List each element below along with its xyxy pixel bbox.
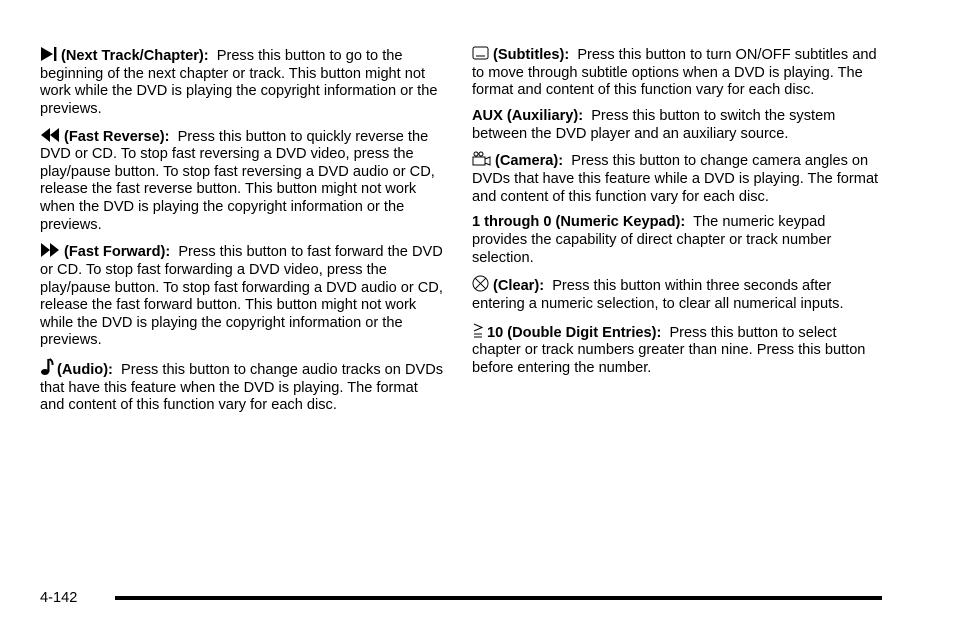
entry-term: (Camera): bbox=[495, 153, 564, 170]
entry-text: Press this button to fast forward the DVD or CD. To stop fast forwarding a DVD video, press the play/pause button. To stop fast forwarding a DVD audio or CD, release the fast forward button. This button might not work while the DVD is playing the copyright information or the previews. bbox=[40, 244, 443, 349]
entry-double-digit bbox=[472, 322, 882, 378]
entry-term: (Next Track/Chapter): bbox=[61, 48, 209, 64]
entry-camera bbox=[472, 151, 882, 206]
entry-text: Press this button to change audio tracks on DVDs that have this feature when the DVD is playing. The format and content of this function vary for each disc. bbox=[40, 362, 444, 414]
next-track-icon bbox=[40, 46, 58, 62]
entry-text: Press this button to go to the beginning of the next chapter or track. This button might not work while the DVD is playing the copyright information or the previews. bbox=[40, 48, 438, 117]
footer-rule bbox=[115, 596, 882, 600]
entry-audio bbox=[40, 358, 444, 415]
entry-term: (Subtitles): bbox=[493, 47, 570, 63]
entry-term: 10 (Double Digit Entries): bbox=[487, 324, 662, 341]
entry-term: (Fast Reverse): bbox=[64, 128, 170, 145]
clear-icon bbox=[472, 275, 490, 292]
left-column bbox=[40, 46, 444, 423]
camera-icon bbox=[472, 151, 492, 167]
entry-text: Press this button within three seconds after entering a numeric selection, to clear all numerical inputs. bbox=[472, 278, 844, 312]
entry-aux bbox=[472, 108, 882, 143]
entry-text: The numeric keypad provides the capability of direct chapter or track number selection. bbox=[472, 214, 832, 266]
entry-text: Press this button to change camera angles on DVDs that have this feature while a DVD is playing. The format and content of this function vary for each disc. bbox=[472, 153, 879, 205]
entry-fast-forward bbox=[40, 242, 444, 350]
entry-fast-reverse bbox=[40, 127, 444, 235]
entry-text: Press this button to switch the system between the DVD player and an auxiliary source. bbox=[472, 107, 836, 142]
entry-term: AUX (Auxiliary): bbox=[472, 107, 584, 124]
entry-term: (Audio): bbox=[57, 362, 113, 379]
entry-subtitles bbox=[472, 46, 882, 100]
entry-term: 1 through 0 (Numeric Keypad): bbox=[472, 214, 686, 231]
page-number: 4-142 bbox=[40, 590, 78, 606]
right-column bbox=[472, 46, 882, 386]
entry-text: Press this button to quickly reverse the DVD or CD. To stop fast reversing a DVD video, press the play/pause button. To stop fast reversing a DVD audio or CD, release the fast reverse button. This button might not work when the DVD is playing the copyright information or the previews. bbox=[40, 128, 435, 233]
entry-text: Press this button to turn ON/OFF subtitles and to move through subtitle options when a DVD is playing. The format and content of this function vary for each disc. bbox=[472, 47, 877, 99]
entry-text: Press this button to select chapter or track numbers greater than nine. Press this button before entering the number. bbox=[472, 324, 866, 376]
entry-term: (Fast Forward): bbox=[64, 244, 171, 261]
double-digit-icon bbox=[472, 322, 484, 339]
subtitles-icon bbox=[472, 46, 490, 61]
fast-reverse-icon bbox=[40, 127, 61, 143]
entry-clear bbox=[472, 275, 882, 313]
fast-forward-icon bbox=[40, 242, 61, 258]
entry-term: (Clear): bbox=[493, 278, 545, 295]
entry-next-track bbox=[40, 46, 444, 118]
entry-numeric-keypad bbox=[472, 214, 882, 267]
audio-note-icon bbox=[40, 358, 54, 376]
